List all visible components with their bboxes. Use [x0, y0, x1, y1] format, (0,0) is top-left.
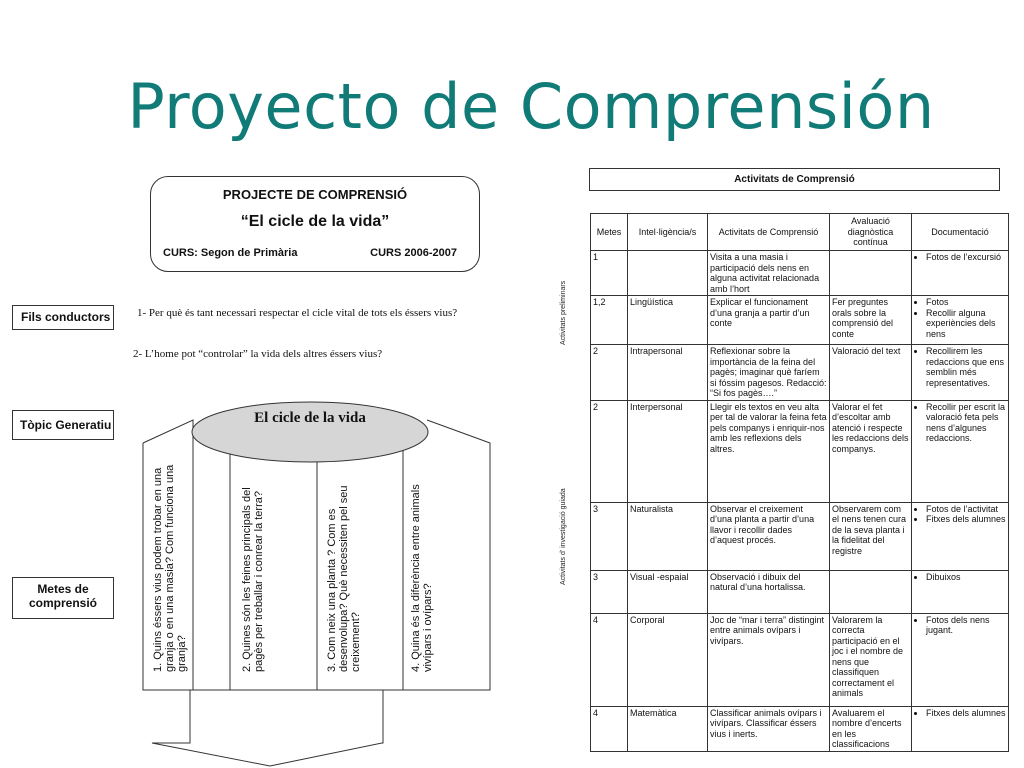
cell-metes: 3 [591, 502, 628, 570]
cell-metes: 2 [591, 345, 628, 401]
cell-intelligencia: Naturalista [628, 502, 708, 570]
cell-intelligencia: Interpersonal [628, 400, 708, 502]
cell-avaluacio [830, 570, 912, 613]
goal-4: 4. Quina és la diferència entre animals vivípars i ovípars? [410, 484, 434, 672]
cell-intelligencia: Matemàtica [628, 706, 708, 751]
goal-2: 2. Quines són les feines principals del pagès per treballar i conrear la terra? [241, 487, 265, 672]
cell-documentacio [912, 706, 1009, 751]
cell-intelligencia: Lingüística [628, 296, 708, 345]
project-course: CURS: Segon de Primària [163, 247, 298, 259]
project-year: CURS 2006-2007 [370, 247, 457, 259]
cell-documentacio [912, 345, 1009, 401]
doc-item: • Fotos de l’activitat [926, 504, 1006, 515]
cell-activitat: Classificar animals ovípars i vivípars. Classificar éssers vius i inerts. [708, 706, 830, 751]
cell-intelligencia: Visual -espaial [628, 570, 708, 613]
cell-avaluacio: Fer preguntes orals sobre la comprensió del conte [830, 296, 912, 345]
table-row [591, 613, 1009, 706]
doc-item: • Recollir alguna experiències dels nens [926, 308, 1006, 340]
cell-metes: 1,2 [591, 296, 628, 345]
cell-avaluacio: Observarem com el nens tenen cura de la seva planta i la fidelitat del registre [830, 502, 912, 570]
thread-2: 2- L’home pot “controlar” la vida dels altres éssers vius? [133, 348, 383, 360]
cell-activitat: Llegir els textos en veu alta per tal de valorar la feina feta pels companys i enriquir-nos amb les reflexions dels altres. [708, 400, 830, 502]
project-heading: PROJECTE DE COMPRENSIÓ [222, 187, 408, 202]
cell-activitat: Visita a una masia i participació dels nens en alguna activitat relacionada amb l’hort [708, 251, 830, 296]
doc-item: • Recollirem les redaccions que ens semblin més representatives. [926, 346, 1006, 388]
doc-item: • Fotos de l’excursió [926, 252, 1006, 263]
doc-item: • Recollir per escrit la valoració feta pels nens d’algunes redaccions. [926, 402, 1006, 444]
table-row [591, 570, 1009, 613]
activities-title: Activitats de Comprensió [589, 168, 1000, 191]
table-row [591, 502, 1009, 570]
activities-table [590, 213, 1009, 752]
cell-activitat: Observar el creixement d’una planta a partir d’una llavor i recollir dades d’aquest procés. [708, 502, 830, 570]
doc-item: • Fotos [926, 297, 1006, 308]
header-intelligencia: Intel·ligència/s [628, 214, 708, 251]
side-label-investigacio: Activitats d’ investigació guiada [560, 488, 567, 585]
goal-3: 3. Com neix una planta ? Com es desenvolupa? Què necessiten pel seu creixement? [326, 485, 362, 672]
cell-avaluacio [830, 251, 912, 296]
doc-item: • Fitxes dels alumnes [926, 514, 1006, 525]
topic-title: El cicle de la vida [254, 410, 366, 426]
label-metes-comprensio: Metes de comprensió [12, 577, 114, 619]
cell-documentacio [912, 296, 1009, 345]
cell-documentacio [912, 613, 1009, 706]
cell-avaluacio: Valorarem la correcta participació en el joc i el nombre de nens que classifiquen correctament el animals [830, 613, 912, 706]
cell-intelligencia: Intrapersonal [628, 345, 708, 401]
cell-metes: 3 [591, 570, 628, 613]
doc-item: • Fotos dels nens jugant. [926, 615, 1006, 636]
side-label-preliminars: Activitats preliminars [560, 280, 567, 345]
cell-metes: 2 [591, 400, 628, 502]
header-avaluacio: Avaluació diagnòstica contínua [830, 214, 912, 251]
cell-metes: 4 [591, 613, 628, 706]
header-documentacio: Documentació [912, 214, 1009, 251]
cell-metes: 1 [591, 251, 628, 296]
cell-metes: 4 [591, 706, 628, 751]
slide-title: Proyecto de Comprensión [127, 70, 935, 143]
cell-documentacio [912, 502, 1009, 570]
cell-avaluacio: Valorar el fet d’escoltar amb atenció i respecte les redaccions dels companys. [830, 400, 912, 502]
cell-avaluacio: Avaluarem el nombre d’encerts en les classificacions [830, 706, 912, 751]
doc-item: • Dibuixos [926, 572, 1006, 583]
cell-intelligencia [628, 251, 708, 296]
goal-1: 1. Quins éssers vius podem trobar en una granja o en una masia? Com funciona una granja? [152, 464, 188, 672]
project-subtitle: “El cicle de la vida” [240, 213, 390, 230]
cell-documentacio [912, 400, 1009, 502]
thread-1: 1- Per què és tant necessari respectar el cicle vital de tots els éssers vius? [137, 307, 458, 319]
table-row [591, 345, 1009, 401]
table-row [591, 296, 1009, 345]
header-metes: Metes [591, 214, 628, 251]
cell-activitat: Observació i dibuix del natural d’una hortalissa. [708, 570, 830, 613]
cell-documentacio [912, 570, 1009, 613]
header-activitats: Activitats de Comprensió [708, 214, 830, 251]
cell-activitat: Reflexionar sobre la importància de la feina del pagès; imaginar què faríem si fóssim pagesos. Redacció: “Si fos pagès….” [708, 345, 830, 401]
table-row [591, 706, 1009, 751]
table-row [591, 251, 1009, 296]
table-header-row [591, 214, 1009, 251]
label-topic-generatiu: Tòpic Generatiu [12, 410, 114, 440]
cell-documentacio [912, 251, 1009, 296]
cell-activitat: Joc de “mar i terra” distingint entre animals ovípars i vivípars. [708, 613, 830, 706]
doc-item: • Fitxes dels alumnes [926, 708, 1006, 719]
cell-activitat: Explicar el funcionament d’una granja a partir d’un conte [708, 296, 830, 345]
table-row [591, 400, 1009, 502]
cell-intelligencia: Corporal [628, 613, 708, 706]
label-fils-conductors: Fils conductors [12, 305, 114, 330]
cell-avaluacio: Valoració del text [830, 345, 912, 401]
